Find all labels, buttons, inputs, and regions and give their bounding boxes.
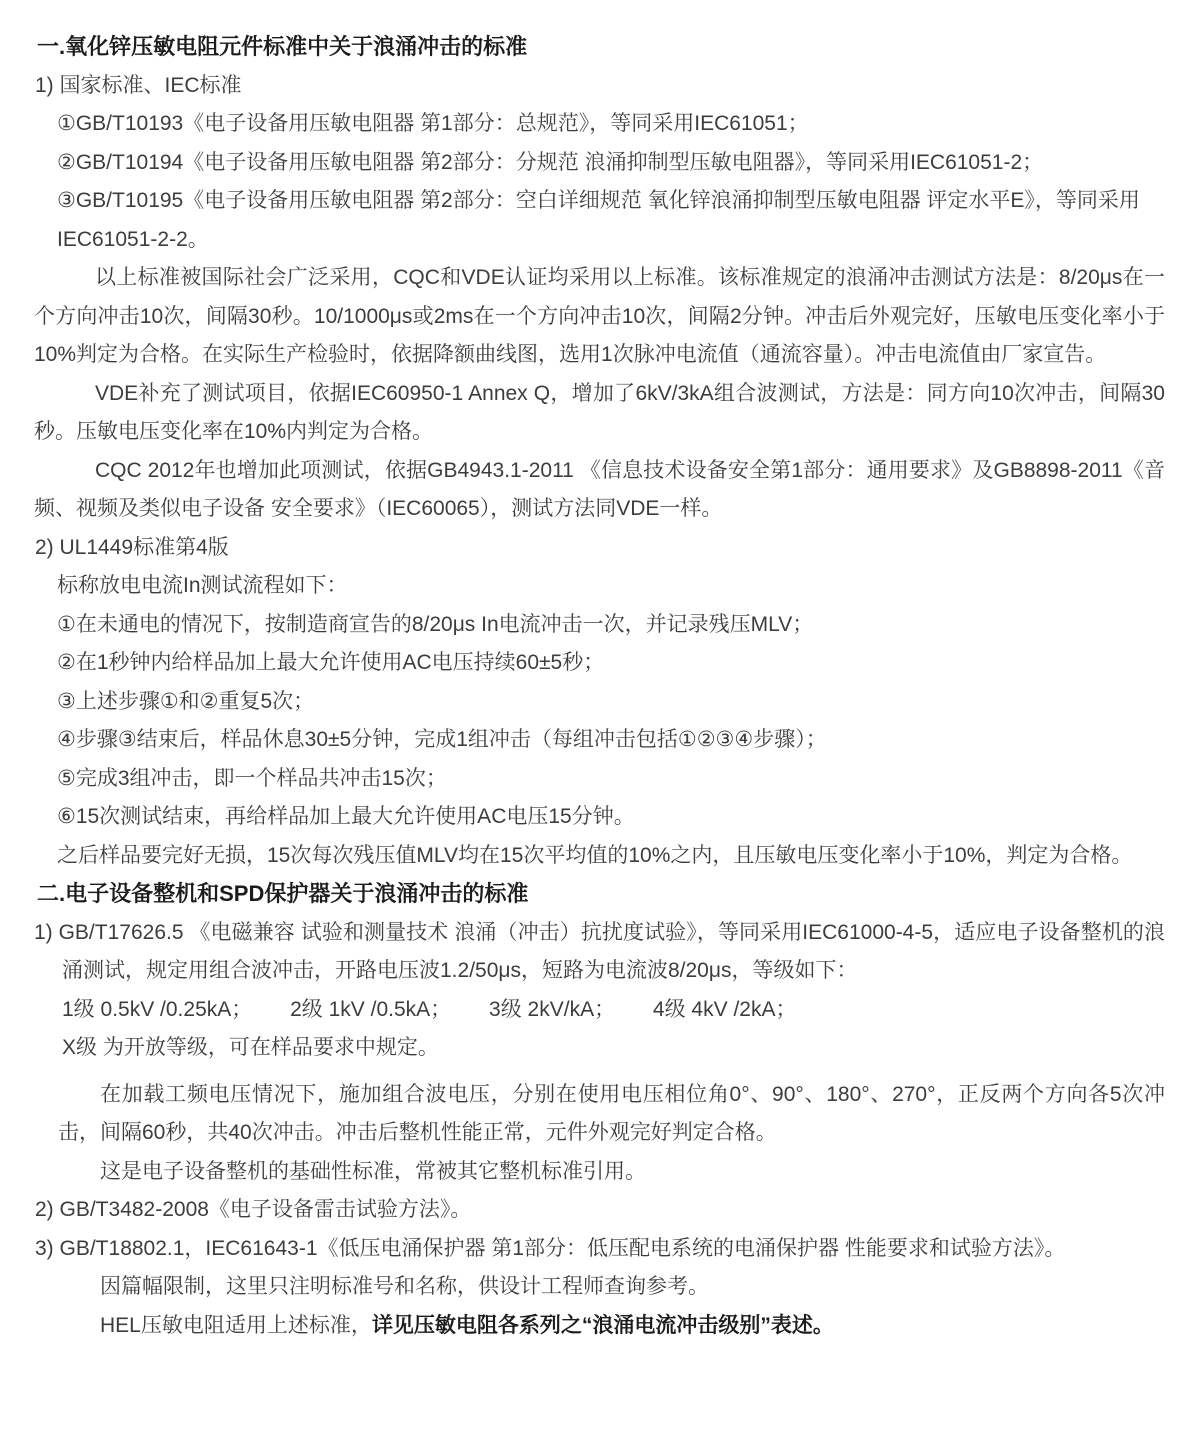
section1-heading: 一.氧化锌压敏电阻元件标准中关于浪涌冲击的标准 — [37, 34, 528, 59]
section1-paragraph-cqc: CQC 2012年也增加此项测试，依据GB4943.1-2011 《信息技术设备安全第1部分：通用要求》及GB8898-2011《音频、视频及类似电子设备 安全要求》（IEC60065），测试方法同VDE一样。 — [34, 458, 1165, 520]
hel-statement-bold: 详见压敏电阻各系列之“浪涌电流冲击级别”表述。 — [371, 1313, 834, 1337]
section2-note: 因篇幅限制，这里只注明标准号和名称，供设计工程师查询参考。 — [100, 1275, 709, 1298]
section1-paragraph-vde: VDE补充了测试项目，依据IEC60950-1 Annex Q，增加了6kV/3kA组合波测试，方法是：同方向10次冲击，间隔30秒。压敏电压变化率在10%内判定为合格。 — [34, 381, 1165, 443]
section2-item1: 1) GB/T17626.5 《电磁兼容 试验和测量技术 浪涌（冲击）抗扰度试验》，等同采用IEC61000-4-5，适应电子设备整机的浪涌测试，规定用组合波冲击，开路电压波1.2/50μs，短路为电流波8/20μs，等级如下： — [34, 920, 1165, 982]
surge-grade-list — [62, 991, 1165, 1030]
ul1449-conclusion: 之后样品要完好无损，15次每次残压值MLV均在15次平均值的10%之内，且压敏电压变化率小于10%，判定为合格。 — [57, 843, 1133, 867]
ul1449-flow-intro: 标称放电电流In测试流程如下： — [57, 574, 348, 597]
section2-paragraph-test: 在加载工频电压情况下，施加组合波电压，分别在使用电压相位角0°、90°、180°、270°，正反两个方向各5次冲击，间隔60秒，共40次冲击。冲击后整机性能正常，元件外观完好判定合格。 — [58, 1082, 1165, 1144]
standard-gbt10193: ①GB/T10193《电子设备用压敏电阻器 第1部分：总规范》，等同采用IEC61051； — [57, 112, 809, 135]
ul1449-step-6: ⑥15次测试结束，再给样品加上最大允许使用AC电压15分钟。 — [57, 805, 635, 828]
ul1449-step-3: ③上述步骤①和②重复5次； — [57, 689, 315, 713]
ul1449-step-4: ④步骤③结束后，样品休息30±5分钟，完成1组冲击（每组冲击包括①②③④步骤）； — [57, 728, 827, 751]
section2-item3: 3) GB/T18802.1，IEC61643-1《低压电涌保护器 第1部分：低压配电系统的电涌保护器 性能要求和试验方法》。 — [35, 1236, 1066, 1260]
surge-grade-x: X级 为开放等级，可在样品要求中规定。 — [62, 1036, 439, 1059]
section1-paragraph-adoption: 以上标准被国际社会广泛采用，CQC和VDE认证均采用以上标准。该标准规定的浪涌冲击测试方法是：8/20μs在一个方向冲击10次，间隔30秒。10/1000μs或2ms在一个方向冲击10次，间隔2分钟。冲击后外观完好，压敏电压变化率小于10%判定为合格。在实际生产检验时，依据降额曲线图，选用1次脉冲电流值（通流容量）。冲击电流值由厂家宣告。 — [34, 266, 1165, 366]
hel-statement-normal: HEL压敏电阻适用上述标准， — [100, 1313, 372, 1337]
surge-grade-4: 4级 4kV /2kA； — [652, 997, 797, 1021]
ul1449-step-5: ⑤完成3组冲击，即一个样品共冲击15次； — [57, 766, 447, 790]
standard-gbt10194: ②GB/T10194《电子设备用压敏电阻器 第2部分：分规范 浪涌抑制型压敏电阻器》，等同采用IEC61051-2； — [57, 150, 1044, 174]
section1-item2-label: 2) UL1449标准第4版 — [35, 535, 229, 559]
ul1449-step-2: ②在1秒钟内给样品加上最大允许使用AC电压持续60±5秒； — [57, 651, 605, 674]
standard-gbt10195: ③GB/T10195《电子设备用压敏电阻器 第2部分：空白详细规范 氧化锌浪涌抑制型压敏电阻器 评定水平E》，等同采用IEC61051-2-2。 — [57, 189, 1140, 251]
surge-grade-1: 1级 0.5kV /0.25kA； — [62, 997, 253, 1021]
section2-heading: 二.电子设备整机和SPD保护器关于浪涌冲击的标准 — [37, 881, 529, 906]
section2-item2: 2) GB/T3482-2008《电子设备雷击试验方法》。 — [35, 1198, 472, 1221]
section1-item1-label: 1) 国家标准、IEC标准 — [35, 73, 242, 97]
ul1449-step-1: ①在未通电的情况下，按制造商宣告的8/20μs In电流冲击一次，并记录残压MLV； — [57, 612, 814, 636]
hel-statement — [100, 1307, 1165, 1346]
surge-grade-3: 3级 2kV/kA； — [489, 997, 616, 1021]
section2-paragraph-basic: 这是电子设备整机的基础性标准，常被其它整机标准引用。 — [100, 1159, 646, 1183]
surge-grade-2: 2级 1kV /0.5kA； — [290, 997, 452, 1021]
